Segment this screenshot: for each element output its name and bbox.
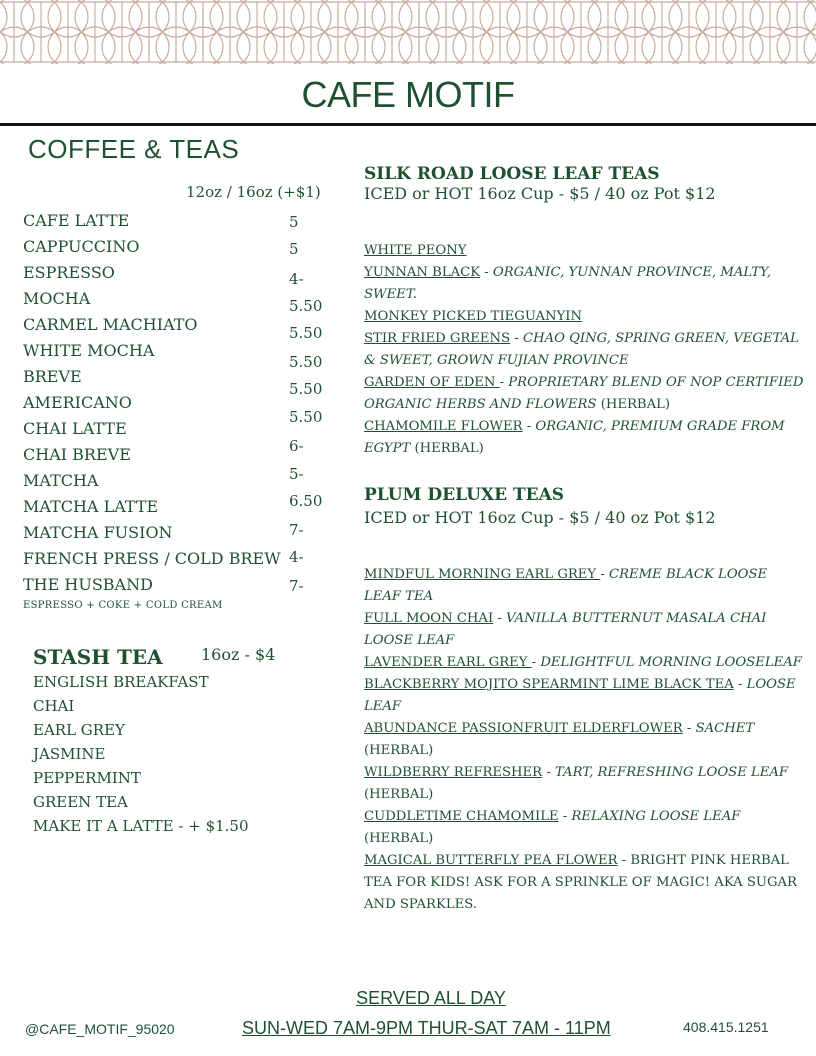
tea-name: CHAMOMILE FLOWER: [364, 419, 523, 434]
tea-entry: [364, 806, 804, 850]
coffee-item-price: 6-: [289, 437, 304, 455]
stash-tea-item: ENGLISH BREAKFAST: [33, 673, 209, 691]
coffee-item-price: 5.50: [289, 324, 323, 342]
tea-entry: [364, 416, 804, 460]
tea-entry: [364, 306, 804, 328]
tea-name: WILDBERRY REFRESHER: [364, 765, 543, 780]
coffee-item-name: CHAI LATTE: [23, 419, 127, 438]
coffee-item-price: 7-: [289, 577, 304, 595]
tea-name: YUNNAN BLACK: [364, 265, 481, 280]
stash-tea-item: CHAI: [33, 697, 75, 715]
coffee-item-price: 7-: [289, 521, 304, 539]
instagram-handle: @CAFE_MOTIF_95020: [25, 1021, 175, 1037]
husband-note: ESPRESSO + COKE + COLD CREAM: [23, 600, 223, 611]
coffee-item-name: MATCHA: [23, 471, 99, 490]
tea-entry: [364, 850, 804, 916]
coffee-item-price: 4-: [289, 270, 304, 288]
coffee-item-name: CAFE LATTE: [23, 211, 130, 230]
silk-road-subtitle: ICED or HOT 16oz Cup - $5 / 40 oz Pot $12: [364, 184, 716, 203]
coffee-item-name: WHITE MOCHA: [23, 341, 155, 360]
coffee-item-name: CARMEL MACHIATO: [23, 315, 198, 334]
tea-description: CREME BLACK LOOSE LEAF TEA: [364, 567, 768, 604]
coffee-item-price: 5-: [289, 465, 304, 483]
tea-entry: [364, 262, 804, 306]
tea-entry: [364, 372, 804, 416]
tea-description: TART, REFRESHING LOOSE LEAF: [554, 765, 789, 780]
stash-tea-price: 16oz - $4: [201, 645, 276, 664]
coffee-item-name: BREVE: [23, 367, 82, 386]
coffee-item-price: 6.50: [289, 492, 323, 510]
tea-tag: BRIGHT PINK HERBAL TEA FOR KIDS! ASK FOR A SPRINKLE OF MAGIC! AKA SUGAR AND SPARKLES.: [364, 853, 797, 912]
coffee-item-name: THE HUSBAND: [23, 575, 153, 594]
size-header: 12oz / 16oz (+$1): [186, 183, 321, 201]
stash-tea-title: STASH TEA: [33, 645, 163, 669]
stash-tea-item: EARL GREY: [33, 721, 125, 739]
coffee-item-name: FRENCH PRESS / COLD BREW: [23, 549, 281, 568]
tea-name: ABUNDANCE PASSIONFRUIT ELDERFLOWER: [364, 721, 683, 736]
tea-description: ORGANIC, PREMIUM GRADE FROM EGYPT: [364, 419, 785, 456]
tea-description: PROPRIETARY BLEND OF NOP CERTIFIED ORGANIC HERBS AND FLOWERS: [364, 375, 804, 412]
silk-road-tea-list: [364, 240, 804, 460]
tea-name: GARDEN OF EDEN: [364, 375, 500, 390]
tea-description: ORGANIC, YUNNAN PROVINCE, MALTY, SWEET.: [364, 265, 772, 302]
coffee-item-price: 5: [289, 240, 299, 258]
tea-separator: -: [493, 611, 506, 626]
coffee-item-name: CHAI BREVE: [23, 445, 131, 464]
tea-separator: -: [733, 677, 747, 692]
stash-tea-item: GREEN TEA: [33, 793, 128, 811]
silk-road-title: SILK ROAD LOOSE LEAF TEAS: [364, 164, 660, 184]
hours: SUN-WED 7AM-9PM THUR-SAT 7AM - 11PM: [242, 1018, 611, 1038]
tea-entry: [364, 328, 804, 372]
tea-description: SACHET: [695, 721, 755, 736]
tea-separator: -: [531, 655, 541, 670]
tea-tag: (HERBAL): [364, 831, 434, 846]
tea-tag: (HERBAL): [364, 787, 434, 802]
tea-separator: -: [480, 265, 493, 280]
tea-description: VANILLA BUTTERNUT MASALA CHAI LOOSE LEAF: [364, 611, 767, 648]
stash-tea-item: MAKE IT A LATTE - + $1.50: [33, 817, 249, 835]
tea-tag: (HERBAL): [364, 743, 434, 758]
phone-number: 408.415.1251: [683, 1019, 769, 1035]
tea-entry: [364, 762, 804, 806]
coffee-item-name: MATCHA LATTE: [23, 497, 159, 516]
stash-tea-item: PEPPERMINT: [33, 769, 141, 787]
tea-name: MONKEY PICKED TIEGUANYIN: [364, 309, 583, 324]
tea-name: MAGICAL BUTTERFLY PEA FLOWER: [364, 853, 618, 868]
tea-separator: -: [682, 721, 696, 736]
tea-name: BLACKBERRY MOJITO SPEARMINT LIME BLACK TEA: [364, 677, 734, 692]
decorative-header-pattern: [0, 0, 816, 64]
tea-description: LOOSE LEAF: [364, 677, 796, 714]
coffee-item-name: ESPRESSO: [23, 263, 115, 282]
tea-name: LAVENDER EARL GREY: [364, 655, 532, 670]
cafe-title: CAFE MOTIF: [301, 74, 515, 115]
coffee-item-price: 5: [289, 213, 299, 231]
tea-separator: -: [542, 765, 555, 780]
coffee-item-name: CAPPUCCINO: [23, 237, 140, 256]
tea-separator: -: [510, 331, 523, 346]
tea-entry: [364, 652, 804, 674]
stash-tea-item: JASMINE: [33, 745, 106, 763]
tea-separator: -: [522, 419, 536, 434]
served-all-day: SERVED ALL DAY: [356, 988, 506, 1008]
tea-entry: [364, 718, 804, 762]
tea-entry: [364, 240, 804, 262]
tea-separator: -: [600, 567, 609, 582]
tea-name: FULL MOON CHAI: [364, 611, 494, 626]
coffee-item-price: 5.50: [289, 297, 323, 315]
coffee-item-price: 4-: [289, 548, 304, 566]
plum-deluxe-title: PLUM DELUXE TEAS: [364, 485, 565, 505]
tea-separator: -: [558, 809, 572, 824]
tea-separator: -: [617, 853, 631, 868]
coffee-item-name: AMERICANO: [23, 393, 132, 412]
tea-name: MINDFUL MORNING EARL GREY: [364, 567, 601, 582]
tea-separator: -: [499, 375, 509, 390]
header-divider: [0, 123, 816, 126]
tea-name: STIR FRIED GREENS: [364, 331, 511, 346]
coffee-item-price: 5.50: [289, 380, 323, 398]
tea-entry: [364, 608, 804, 652]
plum-deluxe-subtitle: ICED or HOT 16oz Cup - $5 / 40 oz Pot $12: [364, 508, 716, 527]
coffee-section-title: COFFEE & TEAS: [28, 134, 240, 164]
tea-description: CHAO QING, SPRING GREEN, VEGETAL & SWEET, GROWN FUJIAN PROVINCE: [364, 331, 799, 368]
tea-name: CUDDLETIME CHAMOMILE: [364, 809, 559, 824]
tea-description: RELAXING LOOSE LEAF: [571, 809, 741, 824]
tea-tag: (HERBAL): [596, 397, 671, 412]
coffee-item-price: 5.50: [289, 353, 323, 371]
tea-name: WHITE PEONY: [364, 243, 467, 258]
coffee-item-name: MATCHA FUSION: [23, 523, 173, 542]
tea-description: DELIGHTFUL MORNING LOOSELEAF: [540, 655, 802, 670]
coffee-item-price: 5.50: [289, 408, 323, 426]
tea-tag: (HERBAL): [410, 441, 484, 456]
tea-entry: [364, 674, 804, 718]
plum-deluxe-tea-list: [364, 564, 804, 916]
coffee-item-name: MOCHA: [23, 289, 91, 308]
tea-entry: [364, 564, 804, 608]
